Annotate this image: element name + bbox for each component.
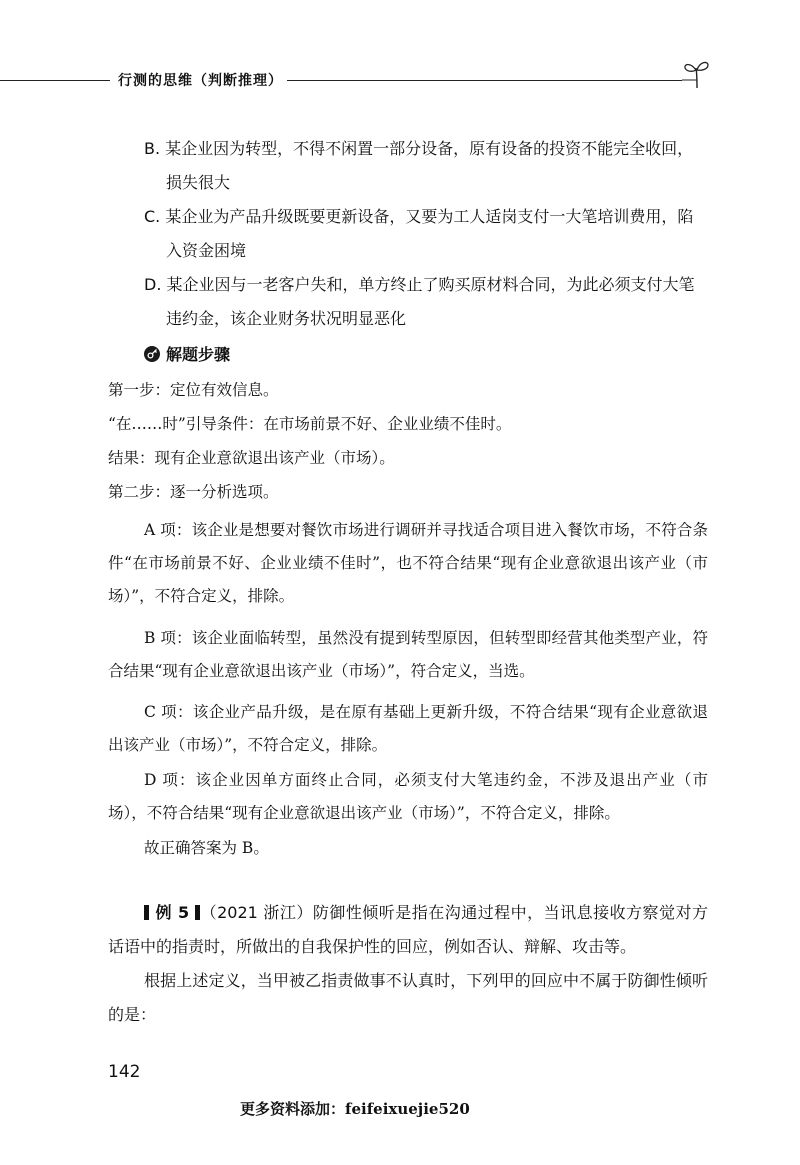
step-two: 第二步：逐一分析选项。 xyxy=(108,483,279,501)
sprout-icon xyxy=(682,58,712,90)
option-c-line2: 入资金困境 xyxy=(166,241,247,260)
result-line: 结果：现有企业意欲退出该产业（市场）。 xyxy=(108,449,395,467)
option-c xyxy=(144,200,718,268)
header-rule-left xyxy=(0,80,110,81)
condition-line: “在……时”引导条件：在市场前景不好、企业业绩不佳时。 xyxy=(108,415,512,433)
key-icon xyxy=(144,346,160,362)
running-header-title: 行测的思维（判断推理） xyxy=(114,70,287,90)
option-d-line2: 违约金，该企业财务状况明显恶化 xyxy=(166,309,407,328)
example-text: （2021 浙江）防御性倾听是指在沟通过程中，当讯息接收方察觉对方话语中的指责时，所做出的自我保护性的回应，例如否认、辩解、攻击等。 xyxy=(108,903,708,956)
option-d xyxy=(144,268,718,336)
analysis-d: D 项：该企业因单方面终止合同，必须支付大笔违约金，不涉及退出产业（市场），不符合结果“现有企业意欲退出该产业（市场）”，不符合定义，排除。 xyxy=(108,771,708,822)
option-b-line2: 损失很大 xyxy=(166,173,231,192)
example-label: 例 5 xyxy=(155,903,190,922)
header-rule-right xyxy=(262,80,682,81)
answer-line: 故正确答案为 B。 xyxy=(144,839,269,857)
solution-heading xyxy=(144,342,230,365)
example-bar-left xyxy=(144,905,149,920)
option-c-line1: C. 某企业为产品升级既要更新设备，又要为工人适岗支付一大笔培训费用，陷 xyxy=(144,207,694,226)
option-b xyxy=(144,132,718,200)
analysis-a: A 项：该企业是想要对餐饮市场进行调研并寻找适合项目进入餐饮市场，不符合条件“在市场前景不好、企业业绩不佳时”，也不符合结果“现有企业意欲退出该产业（市场）”，不符合定义，排除。 xyxy=(108,521,708,605)
analysis-c: C 项：该企业产品升级，是在原有基础上更新升级，不符合结果“现有企业意欲退出该产业（市场）”，不符合定义，排除。 xyxy=(108,703,708,754)
analysis-b: B 项：该企业面临转型，虽然没有提到转型原因，但转型即经营其他类型产业，符合结果“现有企业意欲退出该产业（市场）”，符合定义，当选。 xyxy=(108,629,708,680)
step-one: 第一步：定位有效信息。 xyxy=(108,381,279,399)
example-question: 根据上述定义，当甲被乙指责做事不认真时，下列甲的回应中不属于防御性倾听的是： xyxy=(108,971,708,1024)
solution-title: 解题步骤 xyxy=(166,345,231,364)
option-d-line1: D. 某企业因与一老客户失和，单方终止了购买原材料合同，为此必须支付大笔 xyxy=(144,275,695,294)
example-5 xyxy=(108,896,708,964)
page-number: 142 xyxy=(108,1062,141,1082)
footer-note: 更多资料添加：feifeixuejie520 xyxy=(240,1100,470,1118)
option-b-line1: B. 某企业因为转型，不得不闲置一部分设备，原有设备的投资不能完全收回， xyxy=(144,139,694,158)
